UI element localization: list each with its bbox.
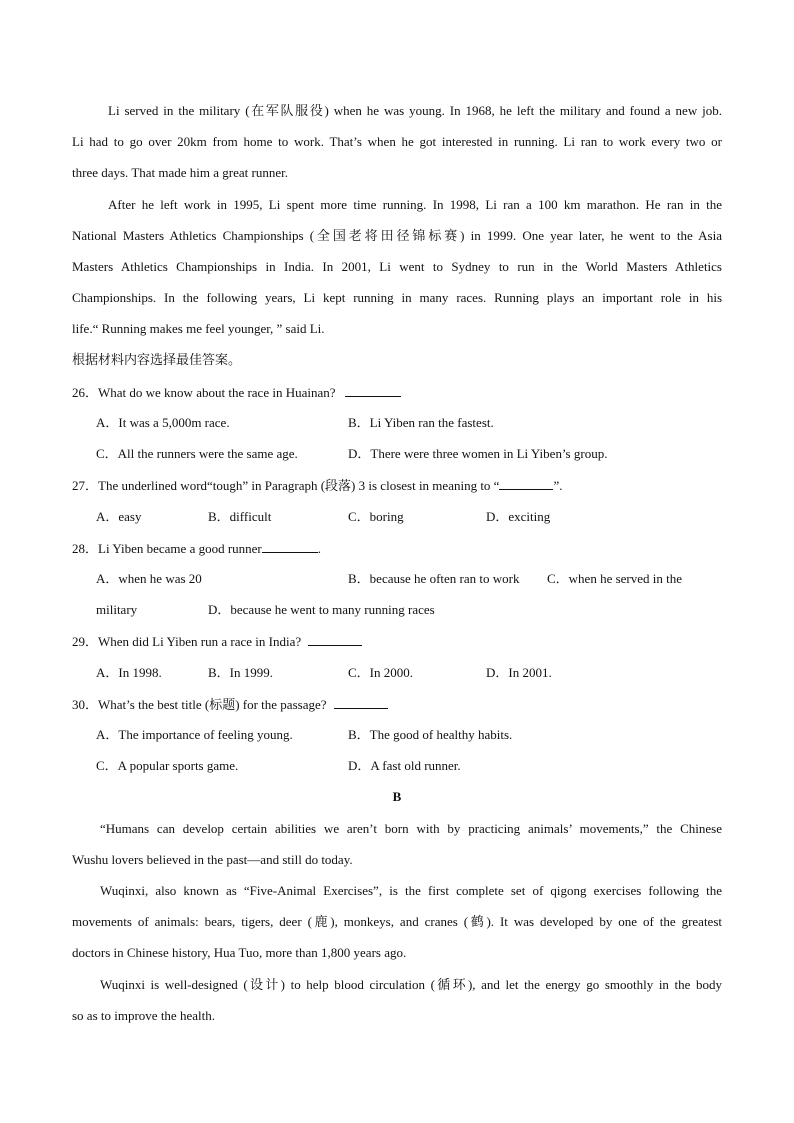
option-30-c[interactable]: C．A popular sports game. bbox=[96, 758, 239, 773]
option-30-a[interactable]: A．The importance of feeling young. bbox=[96, 727, 293, 742]
passage-b-p2-line-2: movements of animals: bears, tigers, deer (鹿), monkeys, and cranes (鹤). It was developed by one of the greatest bbox=[72, 914, 722, 929]
passage-a-p1-line-3: three days. That made him a great runner. bbox=[72, 165, 288, 180]
option-30-b[interactable]: B．The good of healthy habits. bbox=[348, 727, 513, 742]
passage-b-p3-line-2: so as to improve the health. bbox=[72, 1008, 215, 1023]
question-30 bbox=[72, 694, 722, 714]
passage-b-p2-line-3: doctors in Chinese history, Hua Tuo, more than 1,800 years ago. bbox=[72, 945, 407, 960]
instruction: 根据材料内容选择最佳答案。 bbox=[72, 352, 242, 367]
option-29-a[interactable]: A．In 1998. bbox=[96, 665, 162, 680]
question-29 bbox=[72, 631, 722, 651]
passage-a-p2-line-5: life.“ Running makes me feel younger, ” said Li. bbox=[72, 321, 325, 336]
answer-blank[interactable] bbox=[334, 694, 388, 709]
option-26-a[interactable]: A．It was a 5,000m race. bbox=[96, 415, 230, 430]
question-stem-end: . bbox=[317, 541, 322, 556]
passage-a-p2-line-3: Masters Athletics Championships in India. In 2001, Li went to Sydney to run in the World Masters Athletics bbox=[72, 259, 722, 274]
passage-b-p1-line-2: Wushu lovers believed in the past—and still do today. bbox=[72, 852, 353, 867]
option-28-c[interactable]: C．when he served in the bbox=[547, 571, 683, 586]
passage-a-p1-line-1: Li served in the military (在军队服役) when he was young. In 1968, he left the military and found a new job. bbox=[108, 103, 722, 118]
passage-b-p2-line-1: Wuqinxi, also known as “Five-Animal Exercises”, is the first complete set of qigong exercises following the bbox=[100, 883, 722, 898]
answer-blank[interactable] bbox=[308, 631, 362, 646]
passage-b-p1-line-1: “Humans can develop certain abilities we aren’t born with by practicing animals’ movements,” the Chinese bbox=[100, 821, 722, 836]
question-26 bbox=[72, 382, 722, 402]
question-stem: 28．Li Yiben became a good runner bbox=[72, 541, 262, 556]
question-27 bbox=[72, 475, 722, 495]
option-27-b[interactable]: B．difficult bbox=[208, 509, 272, 524]
option-26-d[interactable]: D．There were three women in Li Yiben’s group. bbox=[348, 446, 608, 461]
option-28-c-continued[interactable]: military bbox=[96, 602, 138, 617]
option-28-b[interactable]: B．because he often ran to work bbox=[348, 571, 520, 586]
answer-blank[interactable] bbox=[345, 382, 401, 397]
passage-a-p2-line-1: After he left work in 1995, Li spent more time running. In 1998, Li ran a 100 km marathon. He ran in the bbox=[108, 197, 722, 212]
option-27-a[interactable]: A．easy bbox=[96, 509, 142, 524]
answer-blank[interactable] bbox=[262, 538, 318, 553]
passage-a-p2-line-2: National Masters Athletics Championships (全国老将田径锦标赛) in 1999. One year later, he went to the Asia bbox=[72, 228, 722, 243]
option-28-d[interactable]: D．because he went to many running races bbox=[208, 602, 435, 617]
option-28-a[interactable]: A．when he was 20 bbox=[96, 571, 202, 586]
question-28 bbox=[72, 538, 722, 558]
question-stem: 26．What do we know about the race in Huainan? bbox=[72, 385, 336, 400]
option-26-c[interactable]: C．All the runners were the same age. bbox=[96, 446, 298, 461]
passage-a-p1-line-2: Li had to go over 20km from home to work. That’s when he got interested in running. Li ran to work every two or bbox=[72, 134, 722, 149]
option-29-b[interactable]: B．In 1999. bbox=[208, 665, 274, 680]
option-26-b[interactable]: B．Li Yiben ran the fastest. bbox=[348, 415, 494, 430]
question-stem-end: ”. bbox=[553, 478, 563, 493]
question-stem: 27．The underlined word“tough” in Paragraph (段落) 3 is closest in meaning to “ bbox=[72, 478, 500, 493]
option-30-d[interactable]: D．A fast old runner. bbox=[348, 758, 461, 773]
option-27-d[interactable]: D．exciting bbox=[486, 509, 551, 524]
question-stem: 29．When did Li Yiben run a race in India? bbox=[72, 634, 302, 649]
option-29-d[interactable]: D．In 2001. bbox=[486, 665, 552, 680]
section-heading: B bbox=[392, 789, 402, 804]
passage-b-p3-line-1: Wuqinxi is well-designed (设计) to help blood circulation (循环), and let the energy go smoothly in the body bbox=[100, 977, 722, 992]
option-29-c[interactable]: C．In 2000. bbox=[348, 665, 414, 680]
answer-blank[interactable] bbox=[499, 475, 553, 490]
passage-a-p2-line-4: Championships. In the following years, Li kept running in many races. Running plays an important role in his bbox=[72, 290, 722, 305]
option-27-c[interactable]: C．boring bbox=[348, 509, 404, 524]
question-stem: 30．What’s the best title (标题) for the passage? bbox=[72, 697, 327, 712]
